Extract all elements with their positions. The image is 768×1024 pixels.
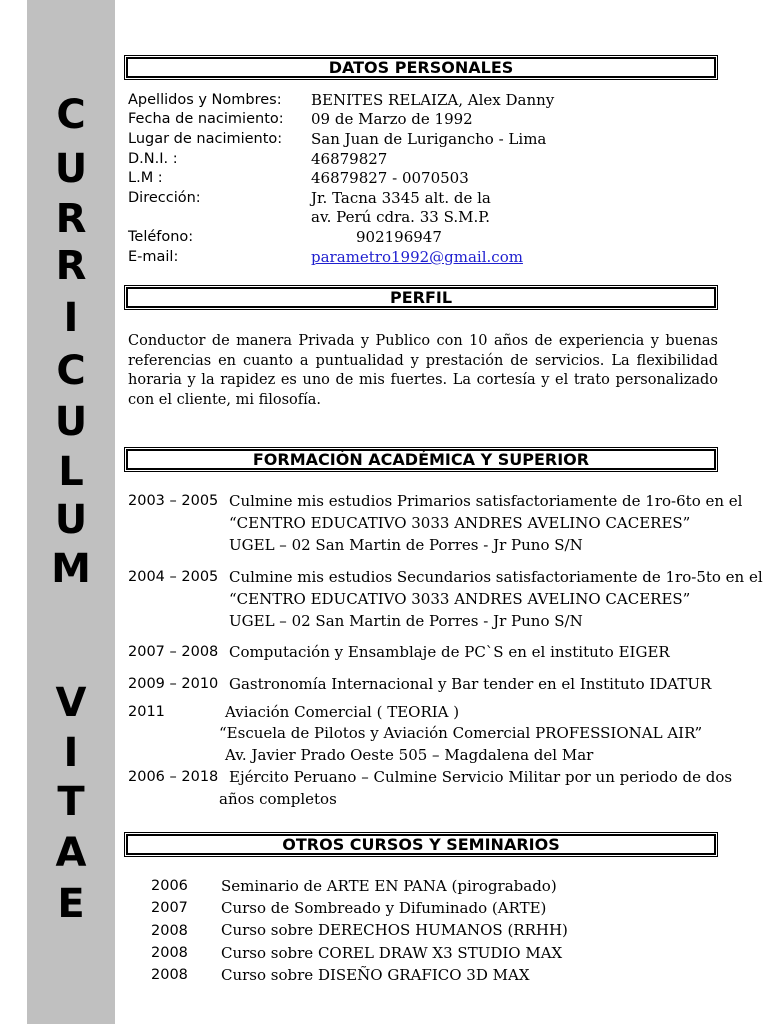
- education-line: Av. Javier Prado Oeste 505 – Magdalena del Mar: [225, 746, 594, 764]
- sidebar-letter: U: [54, 497, 88, 543]
- address-line-2: av. Perú cdra. 33 S.M.P.: [311, 208, 491, 226]
- education-years: 2011: [128, 704, 165, 720]
- education-years: 2004 – 2005: [128, 569, 219, 585]
- phone-label: Teléfono:: [128, 229, 194, 245]
- sidebar-letter: C: [56, 92, 86, 138]
- education-line: Computación y Ensamblaje de PC`S en el instituto EIGER: [229, 643, 670, 661]
- education-line: “CENTRO EDUCATIVO 3033 ANDRES AVELINO CACERES”: [229, 590, 691, 608]
- dni-value: 46879827: [311, 150, 388, 168]
- education-years: 2007 – 2008: [128, 644, 219, 660]
- course-year: 2006: [151, 878, 188, 894]
- section-heading-text: PERFIL: [389, 288, 453, 307]
- birthdate-label: Fecha de nacimiento:: [128, 111, 284, 127]
- course-name: Curso sobre DISEÑO GRAFICO 3D MAX: [221, 966, 530, 984]
- dni-label: D.N.I. :: [128, 151, 178, 167]
- section-heading-education: [126, 449, 716, 470]
- address-line-1: Jr. Tacna 3345 alt. de la: [311, 189, 491, 207]
- education-line: “CENTRO EDUCATIVO 3033 ANDRES AVELINO CACERES”: [229, 514, 691, 532]
- education-line: Aviación Comercial ( TEORIA ): [225, 703, 460, 721]
- section-heading-text: FORMACIÓN ACADÉMICA Y SUPERIOR: [252, 450, 590, 469]
- sidebar-letter: I: [63, 295, 79, 341]
- education-line: Gastronomía Internacional y Bar tender en el Instituto IDATUR: [229, 675, 712, 693]
- section-heading-courses: [126, 834, 716, 855]
- sidebar-letter: R: [55, 243, 87, 289]
- email-label: E-mail:: [128, 249, 179, 265]
- course-name: Curso sobre COREL DRAW X3 STUDIO MAX: [221, 944, 563, 962]
- birthdate-value: 09 de Marzo de 1992: [311, 110, 473, 128]
- section-heading-profile: [126, 287, 716, 308]
- education-line: años completos: [219, 790, 337, 808]
- sidebar-letter: L: [58, 449, 84, 495]
- sidebar-letter: A: [55, 830, 87, 876]
- sidebar-letter: E: [57, 881, 85, 927]
- email-link[interactable]: parametro1992@gmail.com: [311, 248, 523, 266]
- sidebar-letter: I: [63, 730, 79, 776]
- phone-value: 902196947: [356, 228, 442, 246]
- sidebar-letter: U: [54, 399, 88, 445]
- course-year: 2007: [151, 900, 188, 916]
- education-line: UGEL – 02 San Martin de Porres - Jr Puno S/N: [229, 612, 583, 630]
- course-year: 2008: [151, 923, 188, 939]
- course-name: Curso de Sombreado y Difuminado (ARTE): [221, 899, 547, 917]
- education-line: Culmine mis estudios Primarios satisfactoriamente de 1ro-6to en el: [229, 492, 743, 510]
- birthplace-label: Lugar de nacimiento:: [128, 131, 283, 147]
- sidebar-letter: M: [51, 546, 91, 592]
- education-years: 2003 – 2005: [128, 493, 219, 509]
- sidebar-letter: V: [55, 680, 87, 726]
- lm-label: L.M :: [128, 170, 163, 186]
- course-name: Seminario de ARTE EN PANA (pirograbado): [221, 877, 557, 895]
- course-year: 2008: [151, 967, 188, 983]
- profile-paragraph: Conductor de manera Privada y Publico con 10 años de experiencia y buenas referencias en cuanto a puntualidad y prestación de servicios. La flexibilidad horaria y la rapidez es uno de mis fuertes. La cortesía y el trato personalizado con el cliente, mi filosofía.: [128, 333, 718, 408]
- sidebar-letter: C: [56, 348, 86, 394]
- name-label: Apellidos y Nombres:: [128, 92, 282, 108]
- birthplace-value: San Juan de Lurigancho - Lima: [311, 130, 547, 148]
- lm-value: 46879827 - 0070503: [311, 169, 469, 187]
- education-years: 2006 – 2018: [128, 769, 219, 785]
- education-line: Culmine mis estudios Secundarios satisfactoriamente de 1ro-5to en el: [229, 568, 763, 586]
- education-line: “Escuela de Pilotos y Aviación Comercial PROFESSIONAL AIR”: [219, 724, 703, 742]
- section-heading-personal: [126, 57, 716, 78]
- course-name: Curso sobre DERECHOS HUMANOS (RRHH): [221, 921, 568, 939]
- course-year: 2008: [151, 945, 188, 961]
- sidebar-letter: R: [55, 196, 87, 242]
- address-label: Dirección:: [128, 190, 201, 206]
- education-years: 2009 – 2010: [128, 676, 219, 692]
- section-heading-text: OTROS CURSOS Y SEMINARIOS: [282, 835, 560, 854]
- education-line: UGEL – 02 San Martin de Porres - Jr Puno S/N: [229, 536, 583, 554]
- name-value: BENITES RELAIZA, Alex Danny: [311, 91, 555, 109]
- section-heading-text: DATOS PERSONALES: [328, 58, 514, 77]
- sidebar-letter: U: [54, 146, 88, 192]
- education-line: Ejército Peruano – Culmine Servicio Militar por un periodo de dos: [229, 768, 733, 786]
- sidebar-letter: T: [57, 779, 85, 825]
